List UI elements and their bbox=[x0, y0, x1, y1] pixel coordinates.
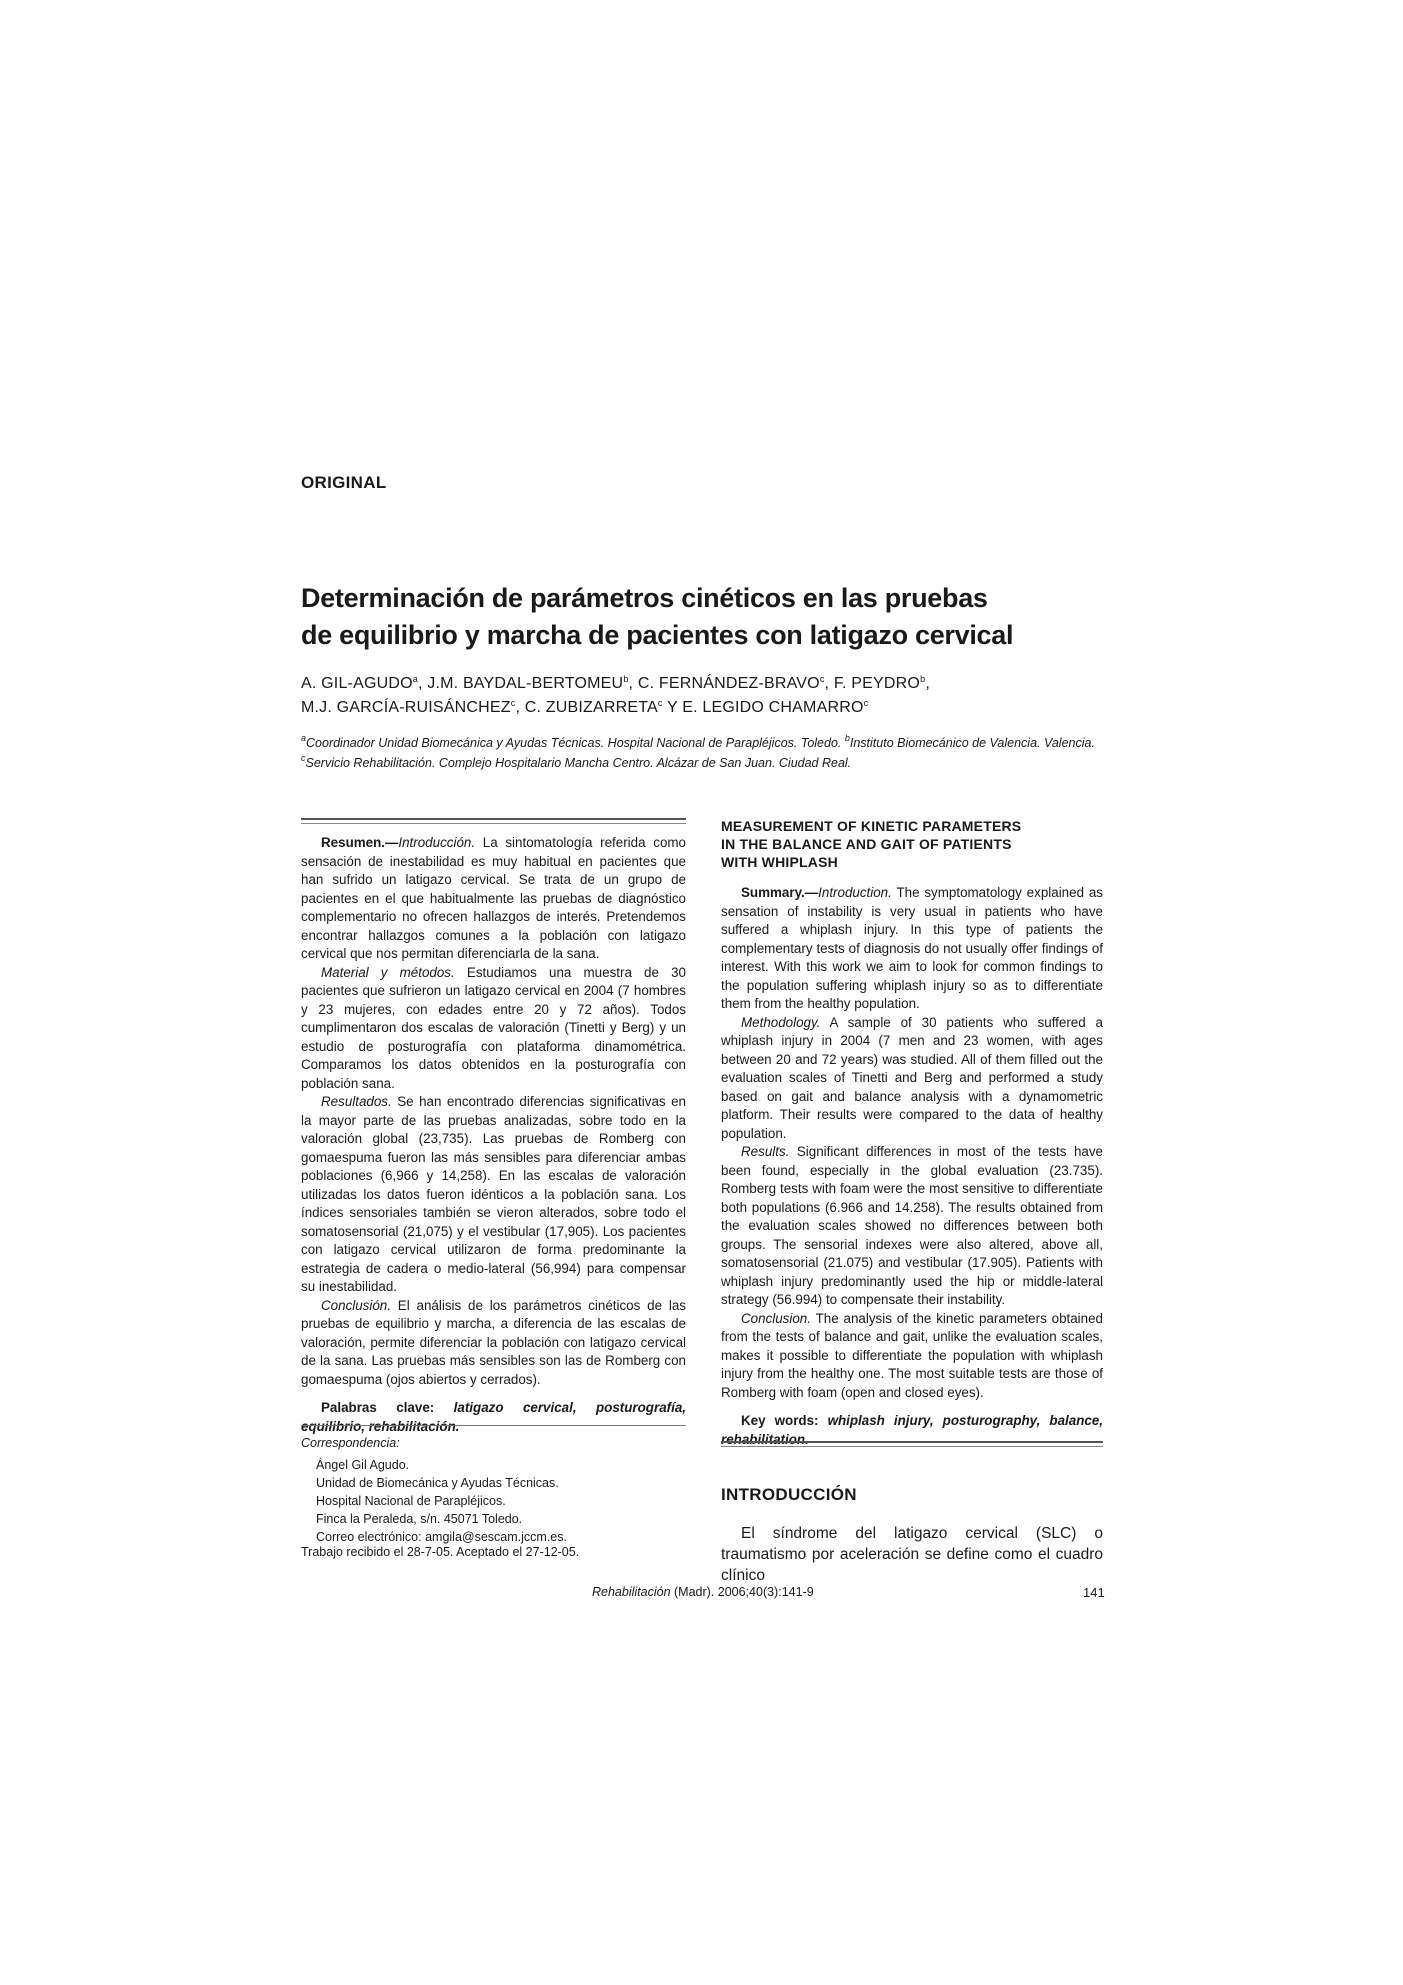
summary-methods: Methodology. A sample of 30 patients who suffered a whiplash injury in 2004 (7 men and 23 women, with ages between 20 and 72 years) was studied. All of them filled out the evaluation scales of Tinetti and Berg and performed a study based on gait and balance analysis with a dynamometric platform. Their results were compared to the data of healthy population. bbox=[721, 1014, 1103, 1141]
affiliations bbox=[301, 733, 1201, 773]
resumen-abstract bbox=[301, 834, 686, 1436]
correspondence-hospital: Hospital Nacional de Parapléjicos. bbox=[316, 1494, 506, 1508]
introduccion-paragraph: El síndrome del latigazo cervical (SLC) o traumatismo por aceleración se define como el cuadro clínico bbox=[721, 1525, 1103, 1584]
article-title bbox=[301, 580, 1151, 654]
title-line-2: de equilibrio y marcha de pacientes con latigazo cervical bbox=[301, 620, 1014, 650]
summary-heading-line-2: IN THE BALANCE AND GAIT OF PATIENTS bbox=[721, 836, 1012, 852]
journal-issue: (Madr). 2006;40(3):141-9 bbox=[670, 1585, 814, 1599]
summary-heading bbox=[721, 817, 1111, 871]
summary-abstract bbox=[721, 884, 1103, 1449]
summary-conclusion: Conclusion. The analysis of the kinetic parameters obtained from the tests of balance and gait, unlike the evaluation scales, makes it possible to differentiate the population with whiplash injury from the healthy one. The most suitable tests are those of Romberg with foam (open and closed eyes). bbox=[721, 1310, 1103, 1400]
correspondence-unit: Unidad de Biomecánica y Ayudas Técnicas. bbox=[316, 1476, 559, 1490]
abstract-bottom-rule bbox=[301, 1425, 686, 1426]
section-label: ORIGINAL bbox=[301, 473, 387, 492]
resumen-results: Resultados. Se han encontrado diferencias significativas en la mayor parte de las pruebas analizadas, sobre todo en la valoración global (23,735). Las pruebas de Romberg con gomaespuma fueron las más sensibles para diferenciar ambas poblaciones (6,966 y 14,258). En las escalas de valoración utilizadas los datos fueron idénticos a la población sana. Los índices sensoriales también se vieron alterados, sobre todo el somatosensorial (21,075) y el vestibular (17,905). Los pacientes con latigazo cervical utilizaron de forma predominante la estrategia de cadera o medio-lateral (56,994) para compensar su inestabilidad. bbox=[301, 1094, 686, 1294]
correspondence-name: Ángel Gil Agudo. bbox=[316, 1458, 410, 1472]
palabras-clave: Palabras clave: latigazo cervical, posturografía, equilibrio, rehabilitación. bbox=[301, 1400, 686, 1434]
title-line-1: Determinación de parámetros cinéticos en las pruebas bbox=[301, 583, 988, 613]
summary-results: Results. Significant differences in most of the tests have been found, especially in the global evaluation (23.735). Romberg tests with foam were the most sensitive to differentiate both populations (6.966 and 14.258). The results obtained from the evaluation scales showed no differences between both groups. The sensorial indexes were also altered, above all, somatosensorial (21.075) and vestibular (17.905). Patients with whiplash injury predominantly used the hip or middle-lateral strategy (56.994) to compensate their instability. bbox=[721, 1144, 1103, 1307]
authors-line-1: A. GIL-AGUDO$^a$, J.M. BAYDAL-BERTOMEU$^b$, C. FERNÁNDEZ-BRAVO$^c$, F. PEYDRO$^b$, bbox=[301, 674, 930, 692]
summary-heading-line-3: WITH WHIPLASH bbox=[721, 854, 838, 870]
summary-intro: Summary.—Introduction. The symptomatology explained as sensation of instability is very usual in patients who have suffered a whiplash injury. In this type of patients the complementary tests of diagnosis do not usually offer findings of interest. With this work we aim to look for common findings to the population suffering whiplash injury so as to differentiate them from the healthy population. bbox=[721, 885, 1103, 1011]
journal-citation bbox=[592, 1585, 814, 1599]
resumen-conclusion: Conclusión. El análisis de los parámetros cinéticos de las pruebas de equilibrio y marcha, a diferencia de las escalas de valoración, permite diferenciar la población con latigazo cervical de la sana. Las pruebas más sensibles son las de Romberg con gomaespuma (ojos abiertos y cerrados). bbox=[301, 1297, 686, 1387]
page-number: 141 bbox=[1083, 1585, 1105, 1600]
summary-bottom-rule bbox=[721, 1441, 1103, 1447]
correspondence bbox=[301, 1434, 686, 1546]
summary-heading-line-1: MEASUREMENT OF KINETIC PARAMETERS bbox=[721, 818, 1022, 834]
introduccion-heading: INTRODUCCIÓN bbox=[721, 1485, 857, 1504]
correspondence-label: Correspondencia: bbox=[301, 1436, 400, 1450]
resumen-methods: Material y métodos. Estudiamos una muestra de 30 pacientes que sufrieron un latigazo cervical en 2004 (7 hombres y 23 mujeres, con edades entre 20 y 72 años). Todos cumplimentaron dos escalas de valoración (Tinetti y Berg) y un estudio de posturografía con plataforma dinamométrica. Comparamos los datos obtenidos en la posturografía con población sana. bbox=[301, 964, 686, 1091]
correspondence-address: Finca la Peraleda, s/n. 45071 Toledo. bbox=[316, 1512, 523, 1526]
key-words: Key words: whiplash injury, posturography, balance, rehabilitation. bbox=[721, 1413, 1103, 1447]
introduccion-text bbox=[721, 1523, 1103, 1586]
resumen-intro: Resumen.—Introducción. La sintomatología referida como sensación de inestabilidad es muy habitual en pacientes que han sufrido un latigazo cervical. Se trata de un grupo de pacientes en el que habitualmente las pruebas de diagnóstico complementario no ofrecen hallazgos de interés. Pretendemos encontrar hallazgos comunes a la población con latigazo cervical que nos permitan diferenciarla de la sana. bbox=[301, 835, 686, 961]
author-list bbox=[301, 672, 1201, 720]
authors-line-2: M.J. GARCÍA-RUISÁNCHEZ$^c$, C. ZUBIZARRETA$^c$ Y E. LEGIDO CHAMARRO$^c$ bbox=[301, 698, 869, 716]
affiliation-line-1: $^a$Coordinador Unidad Biomecánica y Ayudas Técnicas. Hospital Nacional de Parapléjicos. Toledo. $^b$Instituto Biomecánico de Valencia. Valencia. bbox=[301, 733, 1095, 750]
affiliation-line-2: $^c$Servicio Rehabilitación. Complejo Hospitalario Mancha Centro. Alcázar de San Juan. Ciudad Real. bbox=[301, 753, 852, 770]
received-dates: Trabajo recibido el 28-7-05. Aceptado el 27-12-05. bbox=[301, 1545, 580, 1559]
journal-name: Rehabilitación bbox=[592, 1585, 671, 1599]
correspondence-email: Correo electrónico: amgila@sescam.jccm.es. bbox=[316, 1530, 567, 1544]
abstract-top-rule bbox=[301, 818, 686, 824]
